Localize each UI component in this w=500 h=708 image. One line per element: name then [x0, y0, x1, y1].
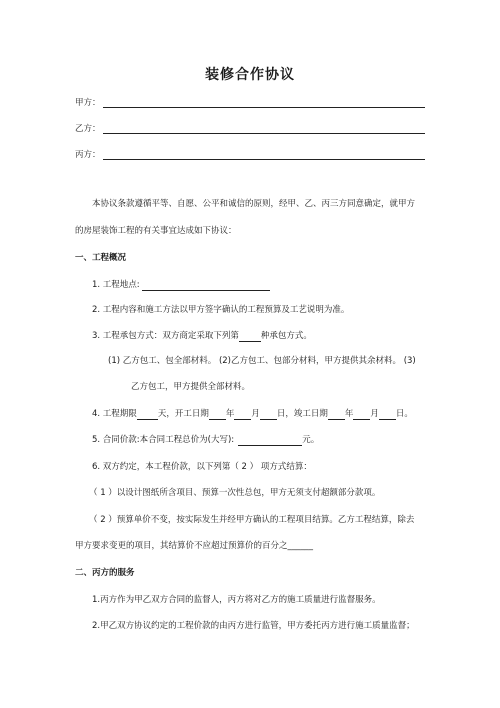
location-blank	[142, 281, 270, 291]
item-6-option-2-cont: 甲方要求变更的项目，其结算价不应超过预算价的百分之______	[75, 541, 314, 551]
item-1-text: 1. 工程地点:	[92, 280, 140, 290]
section-2-item-2: 2.甲乙双方协议约定的工程价款的由丙方进行监管，甲方委托丙方进行施工质量监督；	[92, 621, 415, 631]
item-5-text-b: 元。	[302, 435, 320, 445]
start-month-blank	[234, 410, 251, 420]
item-1-location	[92, 280, 270, 291]
party-c-label: 丙方：	[75, 150, 101, 160]
section-2-heading: 二、丙方的服务	[75, 568, 135, 578]
item-4-text-4: 月	[251, 409, 260, 419]
item-4-text-6: 年	[344, 409, 354, 419]
party-a-blank	[103, 98, 425, 108]
item-4-text-2: 天，开工日期	[157, 409, 209, 419]
item-6-option-1: （ 1 ）以设计图纸所含项目、预算一次性总包，甲方无须支付超额部分款项。	[89, 488, 381, 498]
item-3-options-line-2: 乙方包工，甲方提供全部材料。	[131, 382, 251, 392]
document-title: 装修合作协议	[205, 67, 295, 83]
party-a-row	[75, 96, 425, 108]
section-1-heading: 一、工程概况	[75, 253, 127, 263]
price-blank	[238, 436, 302, 446]
item-4-text-5: 日，竣工日期	[276, 409, 328, 419]
item-4-text-1: 4. 工程期限	[92, 409, 137, 419]
intro-line-2: 的房屋装饰工程的有关事宜达成如下协议：	[75, 226, 237, 236]
item-5-text-a: 5. 合同价款:本合同工程总价为(大写):	[92, 435, 235, 445]
end-month-blank	[353, 410, 370, 420]
item-6-option-2: （ 2 ）预算单价不变，按实际发生并经甲方确认的工程项目结算。乙方工程结算，除去	[89, 515, 415, 525]
item-4-text-7: 月	[370, 409, 379, 419]
end-day-blank	[379, 410, 396, 420]
start-day-blank	[260, 410, 277, 420]
party-b-blank	[103, 124, 425, 134]
party-b-label: 乙方：	[75, 124, 101, 134]
item-4-period	[92, 409, 413, 420]
party-a-label: 甲方：	[75, 98, 101, 108]
method-blank	[239, 332, 261, 342]
party-c-row	[75, 148, 425, 160]
item-4-text-3: 年	[225, 409, 235, 419]
item-4-text-8: 日。	[395, 409, 413, 419]
item-3-method	[92, 331, 312, 342]
item-3-options-line-1: (1) 乙方包工、包全部材料。 (2)乙方包工、包部分材料，甲方提供其余材料。 (3)	[108, 356, 416, 366]
days-blank	[137, 410, 158, 420]
intro-line-1: 本协议条款遵循平等、自愿、公平和诚信的原则，经甲、乙、丙三方同意确定，就甲方	[92, 199, 416, 209]
start-year-blank	[209, 410, 226, 420]
item-5-price	[92, 435, 319, 446]
section-2-item-1: 1.丙方作为甲乙双方合同的监督人，丙方将对乙方的施工质量进行监督服务。	[92, 595, 381, 605]
item-2-content: 2. 工程内容和施工方法以甲方签字确认的工程预算及工艺说明为准。	[92, 305, 350, 315]
item-3-text-b: 种承包方式。	[260, 331, 312, 341]
end-year-blank	[328, 410, 345, 420]
party-c-blank	[103, 150, 425, 160]
item-6-settlement: 6. 双方约定，本工程价款，以下列第（ 2 ） 项方式结算：	[92, 462, 312, 472]
party-b-row	[75, 122, 425, 134]
item-3-text-a: 3. 工程承包方式：双方商定采取下列第	[92, 331, 239, 341]
